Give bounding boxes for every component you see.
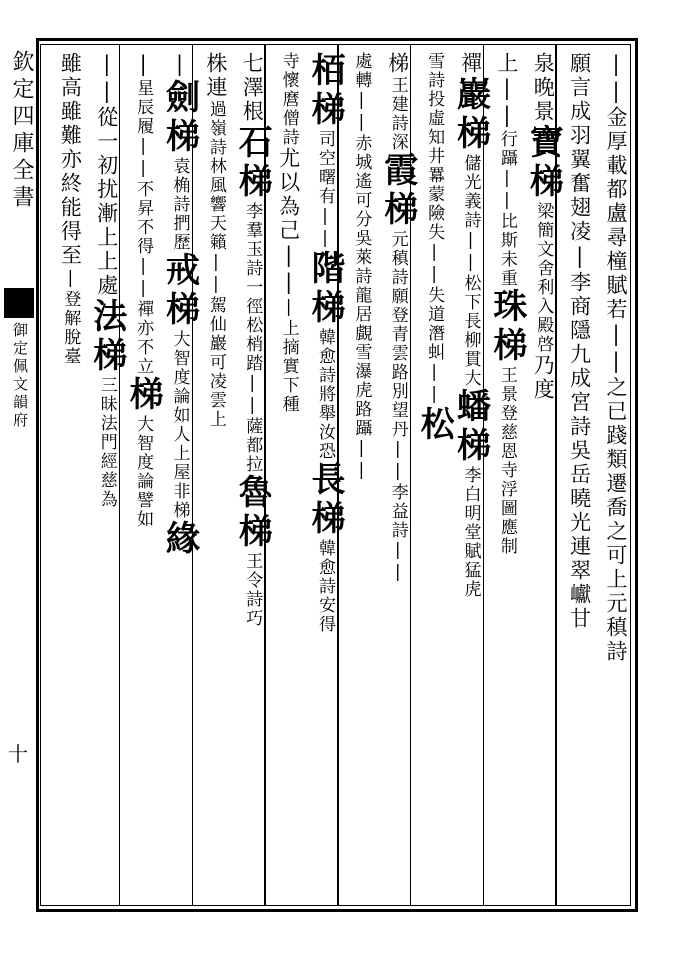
text-segment: | <box>131 52 156 79</box>
text-segment: 乃度 <box>531 354 556 402</box>
headword: 石梯 <box>232 124 273 202</box>
text-segment: |登解脫臺 <box>60 268 81 366</box>
text-column-8 <box>341 52 373 902</box>
column-rule <box>483 44 485 906</box>
headword: 梯 <box>123 376 164 415</box>
text-segment: 行躡||比斯未重 <box>496 130 517 288</box>
text-segment: 三昧法門經慈為 <box>96 376 117 509</box>
text-column-11 <box>232 52 273 902</box>
text-segment: 泉晚景 <box>531 52 556 124</box>
headword: 巖梯 <box>450 76 491 154</box>
text-column-12 <box>196 52 228 902</box>
text-column-16 <box>50 52 82 902</box>
text-segment: 寺懷麿僧詩 <box>278 52 299 147</box>
text-column-15 <box>86 52 127 902</box>
headword: 階梯 <box>305 250 345 328</box>
text-segment: |上摘實下種 <box>278 297 299 414</box>
text-segment: 司空曙有|| <box>315 130 335 250</box>
text-segment: 雪詩投虛知井羃蒙險失||失道潛虯|| <box>424 52 445 406</box>
headword: 栢梯 <box>305 52 345 130</box>
text-column-7 <box>377 52 418 902</box>
page-number: 十 <box>8 742 28 766</box>
headword: 法梯 <box>86 298 127 376</box>
headword: 寶梯 <box>523 124 564 202</box>
text-segment: 七澤根 <box>240 52 265 124</box>
text-segment: 大智度論如人上屋非梯 <box>169 330 190 520</box>
column-rule <box>192 44 194 906</box>
headword: 珠梯 <box>486 288 527 366</box>
text-column-1 <box>596 52 628 902</box>
text-segment: 處轉||赤城遙可分吳萊詩龍居覰雪瀑虎路躡|| <box>351 52 372 482</box>
text-segment: 王景登慈恩寺浮圖應制 <box>496 366 517 556</box>
text-segment: 王建詩深 <box>387 76 408 152</box>
text-segment: 星辰履||不昇不得||禪亦不立 <box>133 79 154 376</box>
headword: 長梯 <box>305 461 345 539</box>
text-segment: 梁簡文舍利入殿啓 <box>533 202 554 354</box>
text-segment: 梯 <box>385 52 410 76</box>
text-segment: 韓愈詩安得 <box>315 539 335 634</box>
text-column-6 <box>414 52 455 902</box>
fishtail-mark <box>4 288 34 318</box>
text-column-5 <box>450 52 491 902</box>
headword: 蟠梯 <box>450 388 491 466</box>
headword: 戒梯 <box>159 252 200 330</box>
text-column-4 <box>486 52 527 902</box>
text-segment: 李白明堂賦猛虎 <box>460 466 481 599</box>
text-segment: ||從一初扰漸上上處 <box>94 52 119 298</box>
text-segment: 韓愈詩將舉汝恐 <box>315 328 335 461</box>
text-segment: 雖高雖難亦終能得至 <box>58 52 83 268</box>
text-segment: ||金厚載都盧尋橦賦若||之已踐類遷喬之可上元稹詩 <box>604 52 628 664</box>
headword: 緣 <box>159 520 200 559</box>
sub-title: 御定佩文韻府 <box>11 322 29 430</box>
text-segment: 李羣玉詩一徑松梢踏||薩都拉 <box>242 202 263 474</box>
text-column-3 <box>523 52 564 902</box>
book-title: 欽定四庫全書 <box>9 50 34 212</box>
text-segment: 尤以為己|| <box>276 147 301 297</box>
text-segment: 王令詩巧 <box>242 552 263 628</box>
headword: 霞梯 <box>377 152 418 230</box>
text-segment: 株連 <box>203 52 228 100</box>
text-segment: 願言成羽翼奮翅凌|李商隱九成宮詩吳岳曉光連翠巘甘 <box>567 52 592 631</box>
text-segment: 袁桷詩捫歷 <box>169 157 190 252</box>
text-segment: 大智度論譬如 <box>133 415 154 529</box>
text-column-14 <box>123 52 164 902</box>
text-segment: 上|| <box>494 52 519 130</box>
text-segment: 儲光義詩||松下長柳貫大 <box>460 154 481 388</box>
text-column-10 <box>268 52 300 902</box>
headword: 松 <box>414 406 455 445</box>
text-column-2 <box>559 52 591 902</box>
text-segment: 禪 <box>458 52 483 76</box>
text-segment: 元稹詩願登青雲路別望丹||李益詩|| <box>387 230 408 584</box>
text-column-13 <box>159 52 200 902</box>
headword: 劍梯 <box>159 79 200 157</box>
text-column-9 <box>305 52 345 902</box>
headword: 魯梯 <box>232 474 273 552</box>
text-segment: 過嶺詩林風響天籟||駕仙巖可凌雲上 <box>205 100 226 429</box>
text-segment: | <box>167 52 192 79</box>
